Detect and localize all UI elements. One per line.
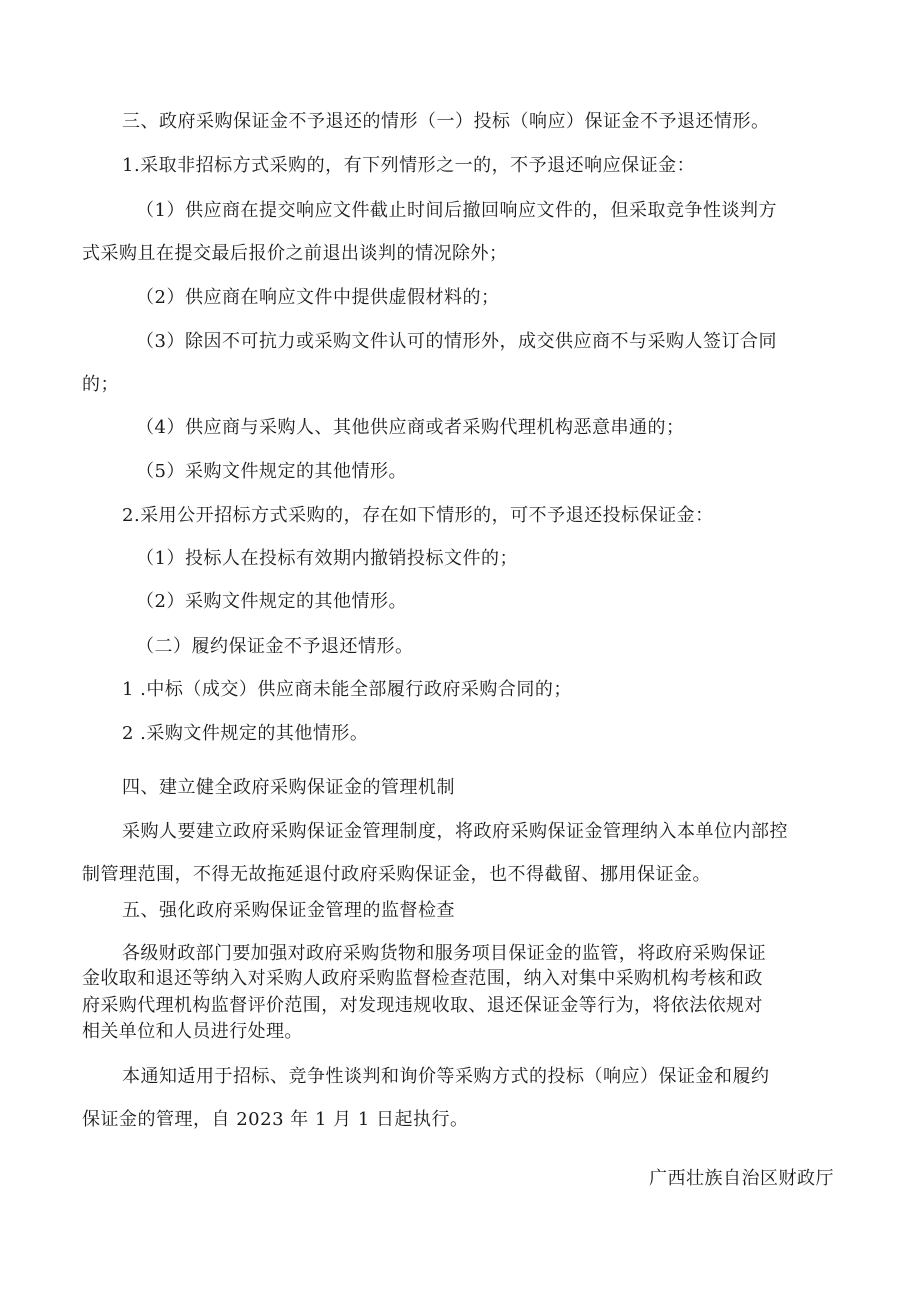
s3-part2-item2: 2 .采购文件规定的其他情形。 — [122, 723, 369, 744]
s5-para-line4: 相关单位和人员进行处理。 — [82, 1021, 303, 1042]
s3-item1-sub1-line1: （1）供应商在提交响应文件截止时间后撤回响应文件的，但采取竞争性谈判方 — [136, 200, 777, 221]
s3-part2-heading: （二）履约保证金不予退还情形。 — [136, 636, 414, 657]
s4-para-line1: 采购人要建立政府采购保证金管理制度，将政府采购保证金管理纳入本单位内部控 — [122, 821, 788, 842]
s4-para-line2: 制管理范围，不得无故拖延退付政府采购保证金，也不得截留、挪用保证金。 — [82, 864, 711, 885]
section3-heading: 三、政府采购保证金不予退还的情形（一）投标（响应）保证金不予退还情形。 — [122, 111, 770, 132]
closing-line1: 本通知适用于招标、竞争性谈判和询价等采购方式的投标（响应）保证金和履约 — [122, 1066, 770, 1087]
s3-item2-sub2: （2）采购文件规定的其他情形。 — [136, 591, 407, 612]
s5-para-line3: 府采购代理机构监督评价范围，对发现违规收取、退还保证金等行为，将依法依规对 — [82, 995, 763, 1016]
s3-item1: 1.采取非招标方式采购的，有下列情形之一的，不予退还响应保证金： — [122, 155, 696, 176]
s5-para-line2: 金收取和退还等纳入对采购人政府采购监督检查范围，纳入对集中采购机构考核和政 — [82, 968, 763, 989]
s3-item1-sub5: （5）采购文件规定的其他情形。 — [136, 461, 407, 482]
s3-part2-item1: 1 .中标（成交）供应商未能全部履行政府采购合同的； — [122, 679, 572, 700]
section5-heading: 五、强化政府采购保证金管理的监督检查 — [122, 900, 455, 921]
s3-item1-sub3-line1: （3）除因不可抗力或采购文件认可的情形外，成交供应商不与采购人签订合同 — [136, 331, 777, 352]
s3-item1-sub2: （2）供应商在响应文件中提供虚假材料的； — [136, 287, 500, 308]
s3-item1-sub3-line2: 的； — [82, 374, 119, 395]
s3-item1-sub4: （4）供应商与采购人、其他供应商或者采购代理机构恶意串通的； — [136, 417, 685, 438]
signature: 广西壮族自治区财政厅 — [649, 1168, 834, 1189]
s5-para-line1: 各级财政部门要加强对政府采购货物和服务项目保证金的监管，将政府采购保证 — [122, 943, 766, 964]
s3-item2-sub1: （1）投标人在投标有效期内撤销投标文件的； — [136, 548, 518, 569]
section4-heading: 四、建立健全政府采购保证金的管理机制 — [122, 777, 455, 798]
s3-item2: 2.采用公开招标方式采购的，存在如下情形的，可不予退还投标保证金： — [122, 505, 714, 526]
closing-line2: 保证金的管理，自 2023 年 1 月 1 日起执行。 — [82, 1109, 469, 1130]
s3-item1-sub1-line2: 式采购且在提交最后报价之前退出谈判的情况除外； — [82, 243, 508, 264]
